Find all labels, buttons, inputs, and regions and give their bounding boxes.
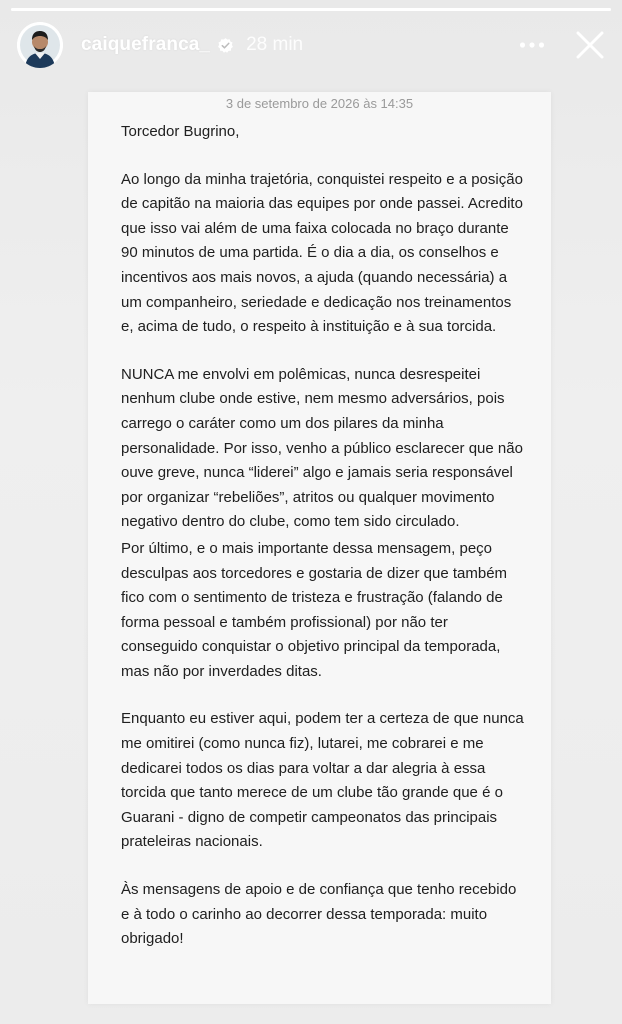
letter-paragraph: Ao longo da minha trajetória, conquistei respeito e a posição de capitão na maioria das equipes por onde passei. Acredito que isso vai além de uma faixa colocada no braço durante 90 minutos de uma partida. É o dia a dia, os conselhos e incentivos aos mais novos, a ajuda (quando necessária) a um companheiro, seriedade e dedicação nos treinamentos e, acima de tudo, o respeito à instituição e à sua torcida. bbox=[121, 170, 523, 336]
close-icon bbox=[575, 30, 605, 60]
more-options-icon bbox=[519, 41, 545, 49]
letter-paragraph: NUNCA me envolvi em polêmicas, nunca desrespeitei nenhum clube onde estive, nem mesmo adversários, pois carrego o caráter como um dos pilares da minha personalidade. Por isso, venho a público esclarecer que não ouve greve, nunca “liderei” algo e jamais seria responsável por organizar “rebeliões”, atritos ou qualquer movimento negativo dentro do clube, como tem sido circulado. bbox=[121, 365, 523, 531]
username[interactable]: caiquefranca_ bbox=[81, 34, 211, 55]
letter-body bbox=[121, 120, 525, 952]
story-progress-fill bbox=[11, 8, 611, 11]
letter-sheet bbox=[88, 92, 551, 1004]
close-button[interactable] bbox=[572, 27, 608, 63]
letter-date: 3 de setembro de 2026 às 14:35 bbox=[225, 96, 414, 111]
post-time: 28 min bbox=[246, 34, 304, 55]
story-header bbox=[17, 20, 608, 70]
letter-paragraph: Por último, e o mais importante dessa mensagem, peço desculpas aos torcedores e gostaria de dizer que também fico com o sentimento de tristeza e frustração (falando de forma pessoal e também profissional) por não ter conseguido conquistar o objetivo principal da temporada, mas não por inverdades ditas. bbox=[121, 539, 508, 680]
letter-greeting: Torcedor Bugrino, bbox=[121, 123, 240, 140]
letter-paragraph: Às mensagens de apoio e de confiança que tenho recebido e à todo o carinho ao decorrer dessa temporada: muito obrigado! bbox=[121, 881, 517, 948]
verified-badge-icon bbox=[217, 37, 234, 54]
story-progress-bar bbox=[11, 8, 611, 11]
avatar[interactable] bbox=[17, 22, 63, 68]
more-options-button[interactable] bbox=[514, 27, 550, 63]
letter-paragraph: Enquanto eu estiver aqui, podem ter a certeza de que nunca me omitirei (como nunca fiz), lutarei, me cobrarei e me dedicarei todos os dias para voltar a dar alegria à essa torcida que tanto merece de um clube tão grande que é o Guarani - digno de competir campeonatos das principais prateleiras nacionais. bbox=[121, 710, 524, 851]
